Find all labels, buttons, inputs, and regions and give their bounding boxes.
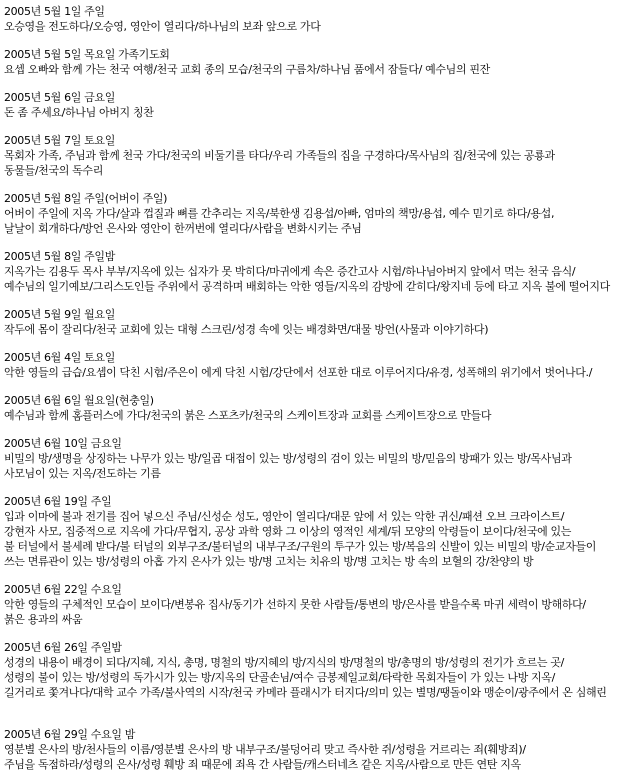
- entry-text-line: 작두에 몸이 잘리다/천국 교회에 있는 대형 스크린/성경 속에 잇는 배경화면/대물 방언(사물과 이야기하다): [4, 323, 489, 336]
- diary-entry: [4, 582, 616, 627]
- entry-date: 2005년 5월 1일 주일: [4, 5, 105, 18]
- entry-text-line: 붉은 용과의 싸움: [4, 613, 83, 626]
- entry-date: 2005년 5월 8일 주일(어버이 주일): [4, 192, 168, 205]
- diary-entry: [4, 4, 616, 34]
- entry-text-line: 예수님과 함께 홈플러스에 가다/천국의 붉은 스포츠카/천국의 스케이트장과 교회를 스케이트장으로 만들다: [4, 409, 492, 422]
- diary-entry: [4, 133, 616, 178]
- entry-date: 2005년 5월 5일 목요일 가족기도회: [4, 48, 170, 61]
- entry-text-line: 어버이 주일에 지옥 가다/살과 껍질과 뼈를 간추리는 지옥/북한생 김용섭/아빠, 엄마의 책망/용섭, 예수 믿기로 하다/용섭,: [4, 207, 555, 220]
- diary-entry: [4, 640, 616, 700]
- entry-date: 2005년 6월 22일 수요일: [4, 583, 122, 596]
- entry-text-line: 강현자 사모, 집중적으로 지옥에 가다/무협지, 공상 과학 영화 그 이상의 영적인 세계/뒤 모양의 악령들이 보이다/천국에 있는: [4, 525, 572, 538]
- entry-date: 2005년 5월 9일 월요일: [4, 308, 115, 321]
- entry-text-line: 성령의 불이 있는 방/성령의 독가시가 있는 방/지옥의 단골손님/여수 금봉제일교회/타락한 목회자들이 가 있는 나방 지옥/: [4, 671, 555, 684]
- entry-text-line: 영분별 은사의 방/천사들의 이름/영분별 은사의 방 내부구조/불덩어리 맞고 즉사한 쥐/성령을 거르리는 죄(훼방죄)/: [4, 743, 526, 756]
- diary-entry: [4, 307, 616, 337]
- entry-text-line: 동물들/천국의 독수리: [4, 164, 103, 177]
- diary-entry: [4, 90, 616, 120]
- diary-entry: [4, 393, 616, 423]
- entry-date: 2005년 6월 10일 금요일: [4, 437, 122, 450]
- entry-date: 2005년 5월 8일 주일밤: [4, 250, 115, 263]
- diary-entry: [4, 47, 616, 77]
- entry-text-line: 날날이 회개하다/방언 은사와 영안이 한꺼번에 열리다/사람을 변화시키는 주님: [4, 222, 362, 235]
- diary-entry: [4, 727, 616, 772]
- entry-date: 2005년 6월 6일 월요일(현충일): [4, 394, 154, 407]
- entry-date: 2005년 5월 6일 금요일: [4, 91, 115, 104]
- entry-date: 2005년 6월 4일 토요일: [4, 351, 115, 364]
- diary-entry: [4, 249, 616, 294]
- entry-text-line: 악한 영들의 구체적인 모습이 보이다/변봉유 집사/동기가 선하지 못한 사람들/통변의 방/은사를 받을수록 마귀 세력이 방해하다/: [4, 598, 586, 611]
- entry-text-line: 불 터널에서 불세례 받다/불 터널의 외부구조/불터널의 내부구조/구원의 투구가 있는 방/복음의 신발이 있는 비밀의 방/순교자들이: [4, 540, 597, 553]
- entry-text-line: 돈 좀 주세요/하나님 아버지 칭찬: [4, 106, 154, 119]
- entry-text-line: 길거리로 쫓겨나다/대학 교수 가족/불사역의 시작/천국 카메라 플래시가 터지다/의미 있는 별명/땡돌이와 맹순이/광주에서 온 심해린: [4, 686, 607, 699]
- entry-text-line: 목회자 가족, 주님과 함께 천국 가다/천국의 비둘기를 타다/우리 가족들의 집을 구경하다/목사님의 집/천국에 있는 공룡과: [4, 149, 555, 162]
- entry-text-line: 사모님이 있는 지옥/전도하는 기름: [4, 467, 161, 480]
- diary-entry: [4, 191, 616, 236]
- entry-text-line: 주님을 독점하라/성령의 은사/성령 훼방 죄 때문에 죄욕 간 사람들/캐스터네츠 같은 지옥/사람으로 만든 연탄 지옥: [4, 758, 521, 771]
- entry-date: 2005년 5월 7일 토요일: [4, 134, 115, 147]
- entry-text-line: 비밀의 방/생명을 상징하는 나무가 있는 방/일곱 대접이 있는 방/성령의 검이 있는 비밀의 방/믿음의 방패가 있는 방/목사님과: [4, 452, 572, 465]
- entry-text-line: 악한 영들의 급습/요셉이 닥친 시험/주은이 에게 닥친 시험/강단에서 선포한 대로 이루어지다/유경, 성폭해의 위기에서 벗어나다./: [4, 366, 593, 379]
- entry-text-line: 쓰는 면류관이 있는 방/성령의 아홉 가지 은사가 있는 방/병 고치는 치유의 방/병 고치는 방 속의 보혈의 강/찬양의 방: [4, 555, 534, 568]
- entry-text-line: 오승영을 전도하다/오승영, 영안이 열리다/하나님의 보좌 앞으로 가다: [4, 20, 321, 33]
- diary-entry: [4, 350, 616, 380]
- entry-text-line: 입과 이마에 불과 전기를 집어 넣으신 주님/신성순 성도, 영안이 열리다/대문 앞에 서 있는 악한 귀신/패션 오브 크라이스트/: [4, 510, 565, 523]
- entry-date: 2005년 6월 29일 수요일 밤: [4, 728, 136, 741]
- entry-date: 2005년 6월 19일 주일: [4, 495, 112, 508]
- entry-text-line: 요셉 오빠와 함께 가는 천국 여행/천국 교회 종의 모습/천국의 구름차/하나님 품에서 잠들다/ 예수님의 핀잔: [4, 63, 490, 76]
- entry-date: 2005년 6월 26일 주일밤: [4, 641, 122, 654]
- diary-entry: [4, 494, 616, 569]
- entry-text-line: 지옥가는 김용두 목사 부부/지옥에 있는 십자가 못 박히다/마귀에게 속은 증간고사 시험/하나님아버지 앞에서 먹는 천국 음식/: [4, 265, 576, 278]
- diary-entry: [4, 436, 616, 481]
- entry-text-line: 성경의 내용이 배경이 되다/지혜, 지식, 총명, 명철의 방/지혜의 방/지식의 방/명철의 방/총명의 방/성령의 전기가 흐르는 곳/: [4, 656, 564, 669]
- entry-text-line: 예수님의 일기예보/그리스도인들 주위에서 공격하며 배회하는 악한 영들/지옥의 감방에 갇히다/왕지네 등에 타고 지옥 불에 떨어지다: [4, 280, 610, 293]
